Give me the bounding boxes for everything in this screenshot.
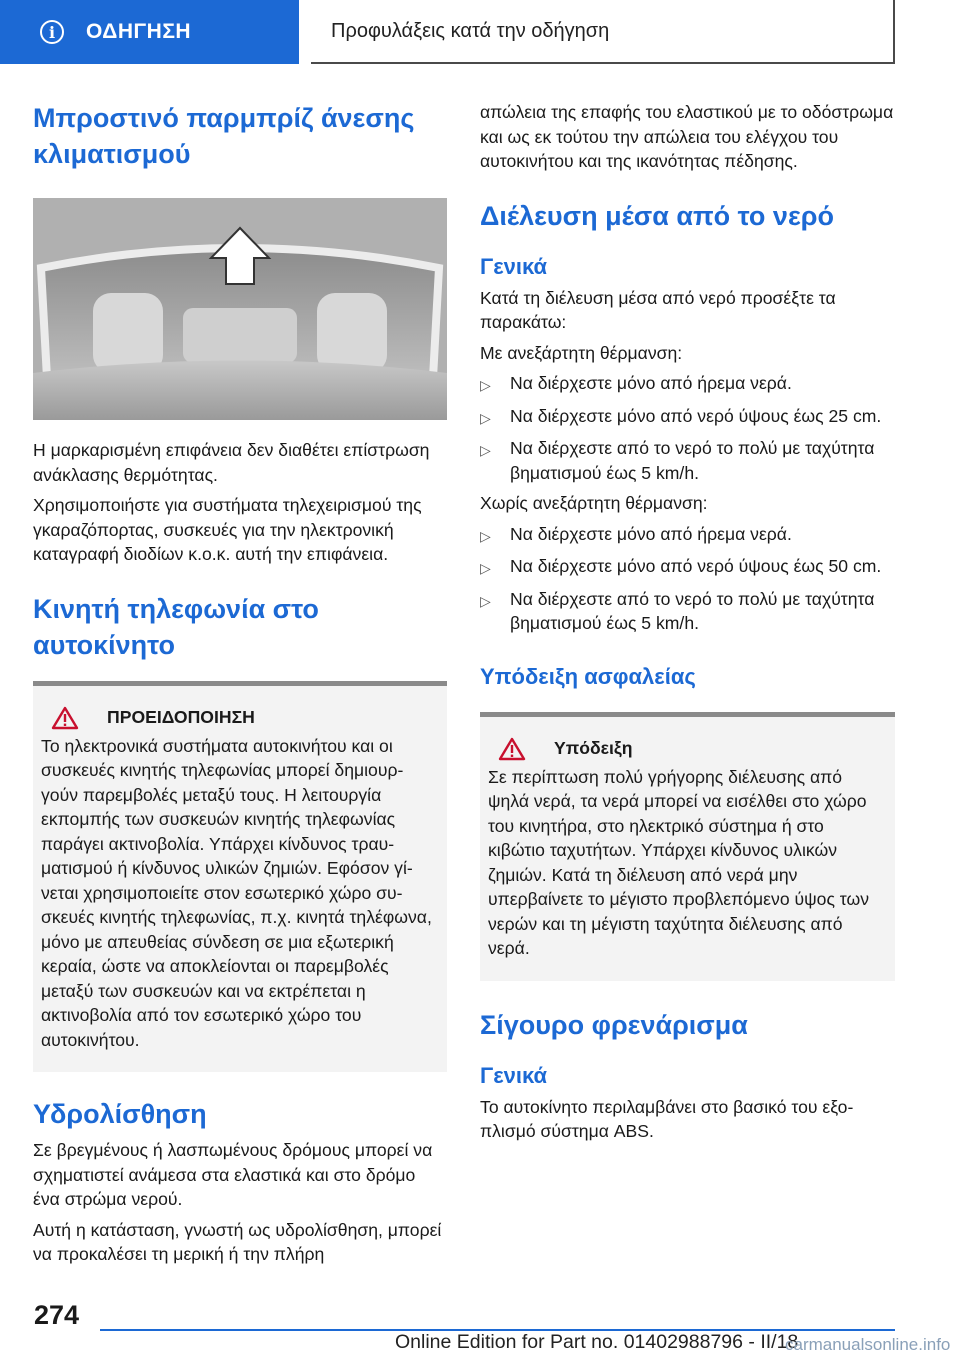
warning-text: Το ηλεκτρονικά συστήματα αυτοκινήτου και οι συσκευές κινητής τηλεφωνίας μπορεί δημιουργούν παρεμβολές μεταξύ τους. Η λειτουργία εκπομπής των συσκευών κινητής τηλεφωνίας παράγει ακτινοβολία. Υπάρχει κίνδυνος τραυματισμού ή κίνδυνος υλικών ζημιών. Εφόσον γίνεται χρησιμοποιείτε στον εσωτερικό χώρο συσκευές κινητής τηλεφωνίας, π.χ. κινητά τηλέφωνα, μόνο με απευθείας σύνδεση σε μια εξωτερική κεραία, ώστε να αποκλείονται οι παρεμβολές μεταξύ των συσκευών και να εκτρέπεται η ακτινοβολία από τον εσωτερικό χώρο του αυτοκινήτου. <box>41 735 432 1050</box>
safety-heading: Υπόδειξη ασφαλείας <box>480 663 696 689</box>
section-tab-label: ΟΔΗΓΗΣΗ <box>86 20 192 43</box>
without-heating-label: Χωρίς ανεξάρτητη θέρμανση: <box>480 493 708 513</box>
list-item <box>480 371 895 398</box>
list-item-text: Να διέρχεστε μόνο από ήρεμα νερά. <box>510 523 792 544</box>
list-item <box>480 587 895 636</box>
aquaplaning-text-2: Αυτή η κατάσταση, γνωστή ως υδρολίσθηση, μπορεί να προκαλέσει τη μερική ή την πλήρη <box>33 1219 442 1264</box>
warning-box <box>33 681 447 1073</box>
windshield-image <box>33 198 447 420</box>
warning-triangle-icon <box>498 737 526 761</box>
warning-title: ΠΡΟΕΙΔΟΠΟΙΗΣΗ <box>107 707 255 727</box>
bullet-triangle-icon: ▷ <box>480 560 491 576</box>
windshield-text-2: Χρησιμοποιήστε για συστήματα τηλεχειρισμού της γκαραζόπορτας, συσκευές για την ηλεκτρονική καταγραφή διοδίων κ.ο.κ. αυτή την επιφάνεια. <box>33 495 422 564</box>
breadcrumb: Προφυλάξεις κατά την οδήγηση <box>311 0 895 64</box>
brakes-heading: Σίγουρο φρενάρισμα <box>480 1009 748 1040</box>
list-item <box>480 436 895 485</box>
left-column <box>33 100 447 1267</box>
water-intro-text: Κατά τη διέλευση μέσα από νερό προσέξτε τα παρακάτω: <box>480 287 836 332</box>
list-item <box>480 554 895 581</box>
notice-text: Σε περίπτωση πολύ γρήγορης διέλευσης από ψηλά νερά, τα νερά μπορεί να εισέλθει στο χώρο του κινητήρα, στο ηλεκτρικό σύστημα ή στο κιβώτιο ταχυτήτων. Υπάρχει κίνδυνος υλικών ζημιών. Κατά τη διέλευση από νερά μην υπερβαίνετε το μέγιστο προβλεπόμενο ύψος των νερών και τη μέγιστη ταχύτητα διέλευσης από νερά. <box>488 766 870 958</box>
info-icon: i <box>40 20 64 44</box>
list-item-text: Να διέρχεστε από το νερό το πολύ με ταχύτητα βηματισμού έως 5 km/h. <box>510 588 875 633</box>
windshield-heading: Μπροστινό παρμπρίζ άνεσης κλιματισμού <box>33 103 415 169</box>
aquaplaning-text-1: Σε βρεγμένους ή λασπωμένους δρόμους μπορεί να σχηματιστεί ανάμεσα στα ελαστικά και στο δρόμο ένα στρώμα νερού. <box>33 1140 433 1209</box>
with-heating-label: Με ανεξάρτητη θέρμανση: <box>480 342 683 363</box>
bullet-triangle-icon: ▷ <box>480 442 491 458</box>
notice-header <box>488 737 881 761</box>
water-crossing-heading: Διέλευση μέσα από το νερό <box>480 200 834 231</box>
list-item-text: Να διέρχεστε από το νερό το πολύ με ταχύτητα βηματισμού έως 5 km/h. <box>510 438 875 483</box>
bullet-triangle-icon: ▷ <box>480 409 491 426</box>
water-general-heading: Γενικά <box>480 253 548 279</box>
watermark: carmanualsonline.info <box>785 1335 951 1354</box>
edition-info: Online Edition for Part no. 01402988796 - II/18 <box>395 1331 799 1353</box>
list-item-text: Να διέρχεστε μόνο από ήρεμα νερά. <box>510 373 792 393</box>
list-item-text: Να διέρχεστε μόνο από νερό ύψους έως 50 cm. <box>510 556 882 576</box>
list-item <box>480 522 895 549</box>
warning-triangle-icon <box>51 706 79 730</box>
warning-header <box>41 706 433 730</box>
windshield-text-1: Η μαρκαρισμένη επιφάνεια δεν διαθέτει επίστρωση ανάκλασης θερμότητας. <box>33 440 430 485</box>
bullet-triangle-icon: ▷ <box>480 592 491 609</box>
list-item <box>480 404 895 431</box>
brakes-text: Το αυτοκίνητο περιλαμβάνει στο βασικό του εξοπλισμό σύστημα ABS. <box>480 1096 854 1141</box>
brakes-general-heading: Γενικά <box>480 1062 548 1088</box>
bullet-triangle-icon: ▷ <box>480 377 491 393</box>
notice-title: Υπόδειξη <box>554 738 633 758</box>
right-column <box>480 100 895 1144</box>
aquaplaning-text-continued: απώλεια της επαφής του ελαστικού με το οδόστρωμα και ως εκ τούτου την απώλεια του ελέγχου του αυτοκινήτου και της ικανότητας πέδησης. <box>480 102 894 171</box>
aquaplaning-heading: Υδρολίσθηση <box>33 1099 207 1129</box>
bullet-triangle-icon: ▷ <box>480 527 491 544</box>
section-tab[interactable] <box>0 0 299 64</box>
page-number: 274 <box>34 1300 80 1330</box>
mobile-phone-heading: Κινητή τηλεφωνία στο αυτοκίνητο <box>33 593 319 660</box>
list-item-text: Να διέρχεστε μόνο από νερό ύψους έως 25 cm. <box>510 405 882 426</box>
notice-box <box>480 712 895 981</box>
